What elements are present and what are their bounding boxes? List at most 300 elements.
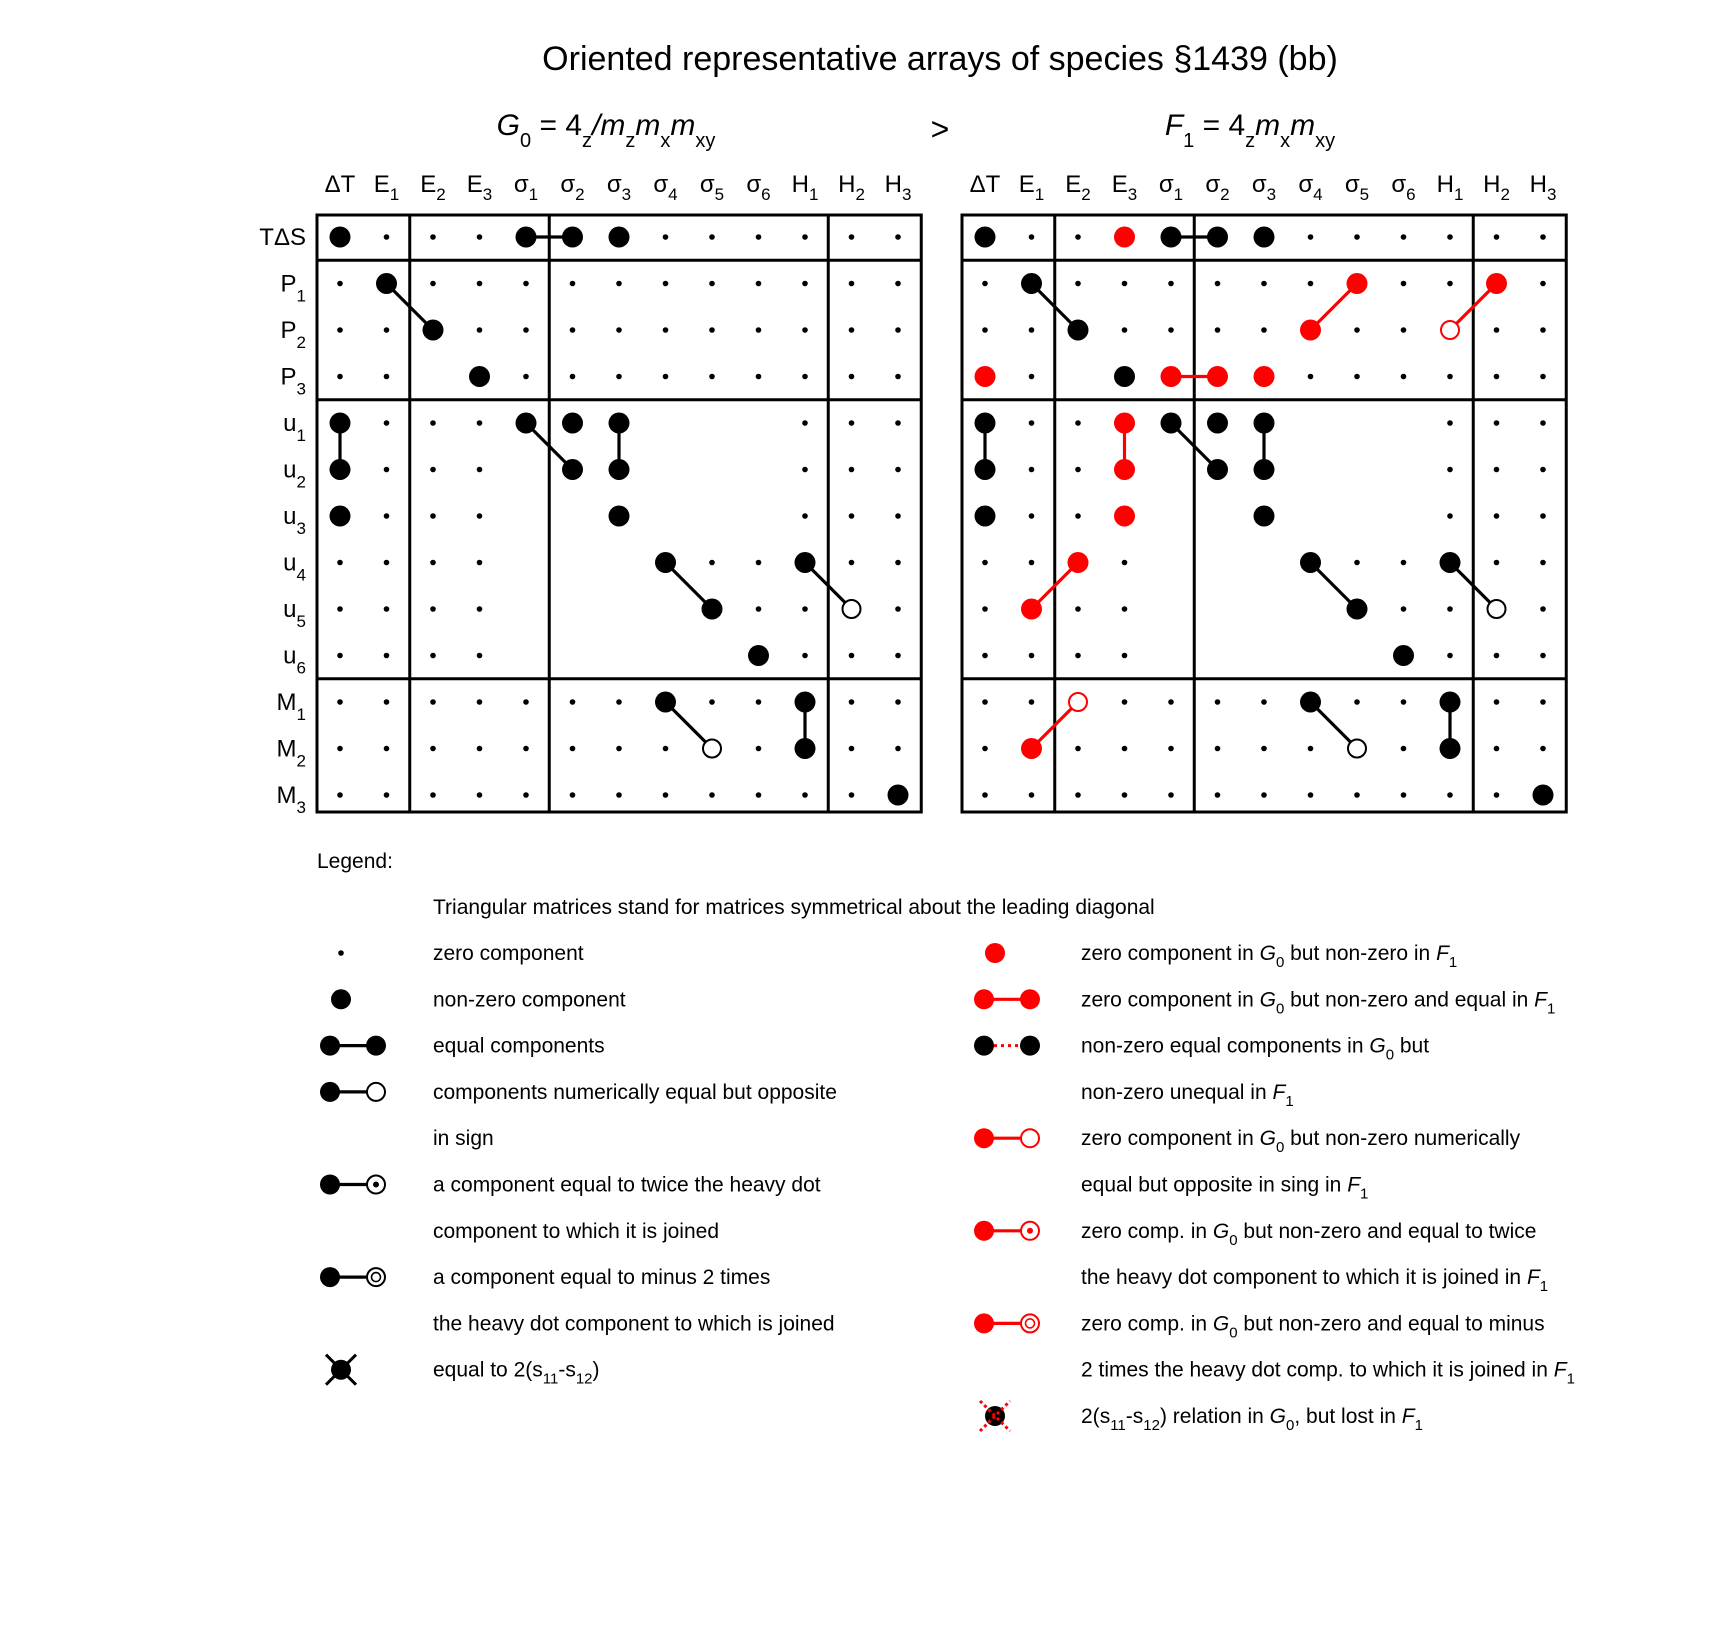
new-opposite-sign-component	[1069, 693, 1087, 711]
zero-component	[1075, 513, 1081, 519]
zero-component	[477, 560, 483, 566]
non-zero-component	[1254, 459, 1275, 480]
zero-component	[1215, 327, 1221, 333]
zero-component	[849, 792, 855, 798]
zero-component	[1494, 792, 1500, 798]
non-zero-component	[609, 413, 630, 434]
zero-component	[1401, 746, 1407, 752]
header-base: σ	[1298, 171, 1314, 198]
zero-component	[1122, 746, 1128, 752]
zero-component	[430, 467, 436, 473]
legend-marker	[320, 1267, 340, 1287]
legend-marker	[1021, 1314, 1039, 1332]
header-base: E	[373, 171, 390, 198]
legend-text-run: but non-zero numerically	[1284, 1127, 1521, 1151]
legend-symbol-subscript: 1	[1546, 1000, 1556, 1018]
column-header	[1483, 171, 1510, 204]
symbol-part: = 4	[531, 109, 583, 142]
non-zero-component	[1393, 645, 1414, 666]
zero-component	[384, 560, 390, 566]
legend-item	[974, 1312, 1575, 1387]
zero-component	[570, 281, 576, 287]
row-header	[259, 224, 306, 251]
header-subscript: 2	[1081, 185, 1091, 204]
zero-component	[663, 327, 669, 333]
header-subscript: 3	[901, 185, 912, 204]
legend-text-run: a component equal to twice the heavy dot	[433, 1173, 821, 1197]
non-zero-component	[469, 366, 490, 387]
zero-component	[1494, 420, 1500, 426]
legend-note: Triangular matrices stand for matrices symmetrical about the leading diagonal	[433, 896, 1155, 919]
legend-item	[974, 1220, 1548, 1295]
zero-component	[1401, 699, 1407, 705]
figure-title: Oriented representative arrays of species §1439 (bb)	[542, 40, 1338, 78]
legend-text	[433, 1127, 494, 1150]
zero-component	[1494, 467, 1500, 473]
header-base: H	[1483, 171, 1501, 198]
zero-component	[1261, 746, 1267, 752]
header-base: E	[1065, 171, 1082, 198]
zero-component	[802, 281, 808, 287]
header-subscript: 3	[482, 185, 493, 204]
legend-symbol-base: G	[1259, 942, 1276, 965]
zero-component	[1354, 327, 1360, 333]
zero-component	[982, 746, 988, 752]
zero-component	[895, 281, 901, 287]
zero-component	[1075, 281, 1081, 287]
legend-marker	[320, 1036, 340, 1056]
zero-component	[384, 420, 390, 426]
header-base: ΔT	[324, 171, 356, 198]
non-zero-component	[330, 413, 351, 434]
header-subscript: 3	[296, 798, 306, 817]
zero-component	[1029, 513, 1035, 519]
column-header	[970, 171, 1001, 198]
header-subscript: 4	[296, 565, 306, 585]
header-subscript: 1	[528, 185, 539, 204]
zero-component	[384, 327, 390, 333]
zero-component	[1075, 653, 1081, 659]
column-header	[700, 171, 724, 204]
non-zero-component	[1347, 599, 1368, 620]
legend-text-run: -	[558, 1358, 566, 1382]
non-zero-component	[1254, 413, 1275, 434]
zero-component	[849, 560, 855, 566]
zero-component	[477, 467, 483, 473]
column-header	[1019, 171, 1044, 204]
legend-text-run: )	[592, 1358, 600, 1382]
new-non-zero-component	[1161, 366, 1182, 387]
legend-symbol-base: G	[1369, 1034, 1386, 1058]
legend-symbol-subscript: 1	[1448, 954, 1458, 971]
zero-component	[337, 606, 343, 612]
zero-component	[477, 606, 483, 612]
new-non-zero-component	[1114, 459, 1135, 480]
zero-component	[1494, 327, 1500, 333]
zero-component	[1029, 327, 1035, 333]
symbol-part: xy	[695, 130, 716, 152]
zero-component	[1401, 327, 1407, 333]
legend-symbol-subscript: 11	[542, 1370, 559, 1388]
legend-symbol-base: F	[1526, 1266, 1540, 1290]
non-zero-component	[330, 227, 351, 248]
legend-symbol-subscript: 1	[1414, 1417, 1423, 1434]
legend-text-run: the heavy dot component to which it is joined in	[1081, 1266, 1527, 1290]
new-non-zero-component	[1207, 366, 1228, 387]
zero-component	[337, 746, 343, 752]
zero-component	[849, 699, 855, 705]
header-subscript: 3	[1266, 185, 1277, 204]
non-zero-component	[1207, 459, 1228, 480]
legend-symbol-subscript: 0	[1229, 1231, 1238, 1249]
header-subscript: 2	[855, 185, 865, 204]
header-base: M	[276, 689, 297, 716]
header-subscript: 6	[761, 185, 771, 204]
zero-component	[756, 281, 762, 287]
non-zero-component	[795, 552, 816, 573]
new-non-zero-component	[1486, 273, 1507, 294]
legend-text-run: components numerically equal but opposite	[433, 1080, 837, 1104]
row-header	[281, 317, 306, 352]
non-zero-component	[1207, 413, 1228, 434]
zero-component	[663, 792, 669, 798]
zero-component	[384, 513, 390, 519]
zero-component	[570, 746, 576, 752]
zero-component	[1029, 420, 1035, 426]
zero-component	[570, 327, 576, 333]
header-subscript: 1	[1453, 185, 1464, 204]
legend-symbol-base: F	[1534, 988, 1547, 1012]
non-zero-component	[975, 506, 996, 527]
legend-marker	[338, 950, 344, 956]
legend-text-run: 2 times the heavy dot comp. to which it is joined in	[1081, 1358, 1554, 1382]
new-non-zero-component	[1114, 227, 1135, 248]
zero-component	[849, 327, 855, 333]
legend-item	[320, 1081, 837, 1150]
zero-component	[802, 606, 808, 612]
zero-component	[1540, 374, 1546, 380]
zero-component	[895, 374, 901, 380]
legend-symbol-subscript: 0	[1385, 1046, 1395, 1064]
legend-text	[1081, 988, 1555, 1017]
zero-component	[477, 234, 483, 240]
zero-component	[1122, 653, 1128, 659]
legend-item	[320, 1266, 835, 1335]
zero-component	[1354, 560, 1360, 566]
zero-component	[1447, 467, 1453, 473]
legend-text	[433, 1220, 719, 1243]
legend-text-run: zero component in	[1081, 942, 1260, 965]
column-header	[1112, 171, 1137, 204]
row-header	[283, 596, 306, 631]
legend-item	[980, 1401, 1423, 1434]
legend-item	[326, 1355, 600, 1388]
legend-marker	[985, 943, 1005, 963]
zero-component	[756, 792, 762, 798]
legend-symbol-subscript: 1	[1566, 1370, 1575, 1388]
header-base: u	[283, 503, 297, 530]
non-zero-component	[655, 692, 676, 713]
legend-symbol-subscript: 1	[1285, 1092, 1294, 1110]
header-base: σ	[746, 171, 762, 198]
header-base: P	[280, 270, 297, 298]
zero-component	[1494, 234, 1500, 240]
row-header	[283, 550, 306, 585]
legend-text-run: component to which it is joined	[433, 1219, 719, 1243]
symbol-part: z	[1245, 130, 1256, 152]
zero-component	[1494, 374, 1500, 380]
zero-component	[1447, 653, 1453, 659]
zero-component	[477, 746, 483, 752]
header-subscript: 4	[1313, 185, 1323, 204]
legend-marker	[1021, 1129, 1039, 1147]
header-subscript: 2	[575, 185, 585, 204]
zero-component	[802, 327, 808, 333]
zero-component	[523, 699, 529, 705]
zero-component	[430, 560, 436, 566]
non-zero-component	[562, 227, 583, 248]
zero-component	[1122, 792, 1128, 798]
header-base: σ	[513, 171, 529, 198]
non-zero-component	[1440, 738, 1461, 759]
non-zero-component	[1440, 692, 1461, 713]
header-subscript: 3	[1127, 185, 1138, 204]
zero-component	[1075, 606, 1081, 612]
legend-symbol-subscript: 12	[575, 1370, 593, 1388]
non-zero-component	[516, 227, 537, 248]
zero-component	[1447, 792, 1453, 798]
non-zero-component	[655, 552, 676, 573]
legend-text-run: non-zero component	[433, 988, 626, 1012]
zero-component	[1168, 281, 1174, 287]
column-header	[467, 171, 492, 204]
legend-text	[433, 1312, 835, 1335]
header-base: u	[283, 410, 297, 437]
legend-text-run: but	[1394, 1034, 1430, 1058]
zero-component	[477, 327, 483, 333]
zero-component	[337, 281, 343, 287]
legend-marker	[1020, 1036, 1040, 1056]
non-zero-component	[748, 645, 769, 666]
zero-component	[477, 699, 483, 705]
legend-item	[320, 1035, 605, 1058]
column-header	[1252, 171, 1276, 204]
header-subscript: 6	[1406, 185, 1416, 204]
non-zero-component	[1533, 785, 1554, 806]
zero-component	[895, 653, 901, 659]
zero-component	[895, 606, 901, 612]
legend-item	[320, 1174, 821, 1243]
header-subscript: 2	[296, 333, 306, 352]
zero-component	[384, 699, 390, 705]
zero-component	[802, 653, 808, 659]
column-header	[374, 171, 399, 204]
header-base: E	[420, 171, 437, 198]
legend-item	[974, 1035, 1429, 1110]
legend-text-run: zero component in	[1081, 988, 1260, 1012]
zero-component	[1540, 699, 1546, 705]
zero-component	[1261, 327, 1267, 333]
new-non-zero-component	[1254, 366, 1275, 387]
symbol-part: xy	[1315, 130, 1336, 152]
zero-component	[802, 467, 808, 473]
column-header	[1205, 171, 1229, 204]
zero-component	[1401, 374, 1407, 380]
zero-component	[616, 327, 622, 333]
non-zero-component	[1068, 320, 1089, 341]
zero-component	[982, 699, 988, 705]
row-header	[283, 457, 306, 492]
legend-text	[1081, 1035, 1429, 1064]
zero-component	[570, 374, 576, 380]
non-zero-component	[516, 413, 537, 434]
legend-symbol-base: s	[1132, 1405, 1144, 1428]
zero-component	[570, 699, 576, 705]
parent-group-symbol	[497, 109, 716, 152]
zero-component	[1308, 281, 1314, 287]
zero-component	[756, 234, 762, 240]
zero-component	[1308, 792, 1314, 798]
legend-symbol-subscript: 0	[1286, 1417, 1295, 1434]
zero-component	[1308, 374, 1314, 380]
zero-component	[1122, 699, 1128, 705]
row-header	[283, 643, 306, 678]
row-header	[277, 782, 306, 817]
new-non-zero-component	[1347, 273, 1368, 294]
zero-component	[802, 234, 808, 240]
zero-component	[895, 513, 901, 519]
legend-symbol-base: G	[1259, 1127, 1276, 1151]
zero-component	[1122, 281, 1128, 287]
header-subscript: 1	[296, 286, 306, 306]
legend-symbol-base: F	[1553, 1358, 1567, 1382]
zero-component	[384, 374, 390, 380]
legend-symbol-base: F	[1347, 1173, 1361, 1197]
zero-component	[523, 374, 529, 380]
header-base: σ	[1391, 171, 1407, 198]
column-header	[1345, 171, 1369, 204]
zero-component	[1540, 653, 1546, 659]
zero-component	[1261, 699, 1267, 705]
symbol-part: 0	[520, 130, 532, 152]
zero-component	[1168, 746, 1174, 752]
comparison-symbol: >	[930, 111, 950, 147]
zero-component	[1261, 281, 1267, 287]
zero-component	[477, 792, 483, 798]
zero-component	[570, 792, 576, 798]
column-header	[1391, 171, 1415, 204]
zero-component	[1447, 234, 1453, 240]
zero-component	[1354, 374, 1360, 380]
legend-symbol-base: s	[1099, 1405, 1111, 1428]
zero-component	[1122, 327, 1128, 333]
legend-marker	[974, 1313, 994, 1333]
non-zero-component	[423, 320, 444, 341]
non-zero-component	[330, 459, 351, 480]
zero-component	[430, 513, 436, 519]
zero-component	[1494, 560, 1500, 566]
symbol-part: G	[496, 109, 521, 142]
zero-component	[802, 513, 808, 519]
legend-text-run: but non-zero and equal to twice	[1237, 1219, 1537, 1243]
zero-component	[384, 792, 390, 798]
legend-marker-center	[1027, 1228, 1033, 1234]
non-zero-component	[1254, 227, 1275, 248]
non-zero-component	[562, 459, 583, 480]
symbol-part: m	[1290, 109, 1316, 142]
symbol-part: x	[660, 130, 671, 152]
non-zero-component	[1207, 227, 1228, 248]
zero-component	[1168, 699, 1174, 705]
legend-symbol-subscript: 1	[1539, 1278, 1549, 1296]
header-base: H	[791, 171, 809, 198]
non-zero-component	[888, 785, 909, 806]
header-base: P	[280, 363, 297, 391]
array-G0	[259, 171, 921, 817]
zero-component	[709, 327, 715, 333]
legend-symbol-base: F	[1272, 1080, 1286, 1104]
non-zero-component	[1021, 273, 1042, 294]
zero-component	[337, 560, 343, 566]
legend-text-run: in sign	[433, 1127, 494, 1151]
zero-component	[895, 560, 901, 566]
zero-component	[430, 606, 436, 612]
header-base: E	[1111, 171, 1128, 198]
legend-symbol-base: G	[1212, 1219, 1230, 1243]
new-non-zero-component	[1300, 320, 1321, 341]
zero-component	[1029, 560, 1035, 566]
column-header	[746, 171, 770, 204]
zero-component	[384, 653, 390, 659]
zero-component	[849, 653, 855, 659]
legend-text	[1081, 1081, 1294, 1110]
symbol-part: 1	[1183, 130, 1195, 152]
column-header	[1065, 171, 1090, 204]
zero-component	[982, 560, 988, 566]
legend-symbol-subscript: 0	[1275, 954, 1285, 971]
non-zero-component	[975, 459, 996, 480]
new-non-zero-component	[1114, 413, 1135, 434]
legend-text-run: equal components	[433, 1034, 605, 1058]
legend-symbol-subscript: 0	[1229, 1324, 1238, 1342]
zero-component	[384, 234, 390, 240]
legend-item	[985, 942, 1457, 971]
zero-component	[849, 234, 855, 240]
zero-component	[337, 653, 343, 659]
legend-text	[1081, 1174, 1368, 1203]
zero-component	[477, 653, 483, 659]
zero-component	[1401, 234, 1407, 240]
zero-component	[523, 792, 529, 798]
zero-component	[709, 234, 715, 240]
header-subscript: 2	[436, 185, 446, 204]
zero-component	[1494, 653, 1500, 659]
legend-text	[433, 1359, 600, 1388]
zero-component	[802, 792, 808, 798]
zero-component	[982, 606, 988, 612]
header-subscript: 2	[1220, 185, 1230, 204]
legend-item	[338, 942, 584, 965]
zero-component	[1494, 699, 1500, 705]
column-header	[1530, 171, 1557, 204]
zero-component	[430, 234, 436, 240]
zero-component	[895, 327, 901, 333]
opposite-sign-component	[1488, 600, 1506, 618]
zero-component	[1075, 234, 1081, 240]
legend-symbol-base: G	[1269, 1405, 1287, 1428]
new-opposite-sign-component	[1441, 321, 1459, 339]
symbol-part: F	[1164, 109, 1184, 142]
